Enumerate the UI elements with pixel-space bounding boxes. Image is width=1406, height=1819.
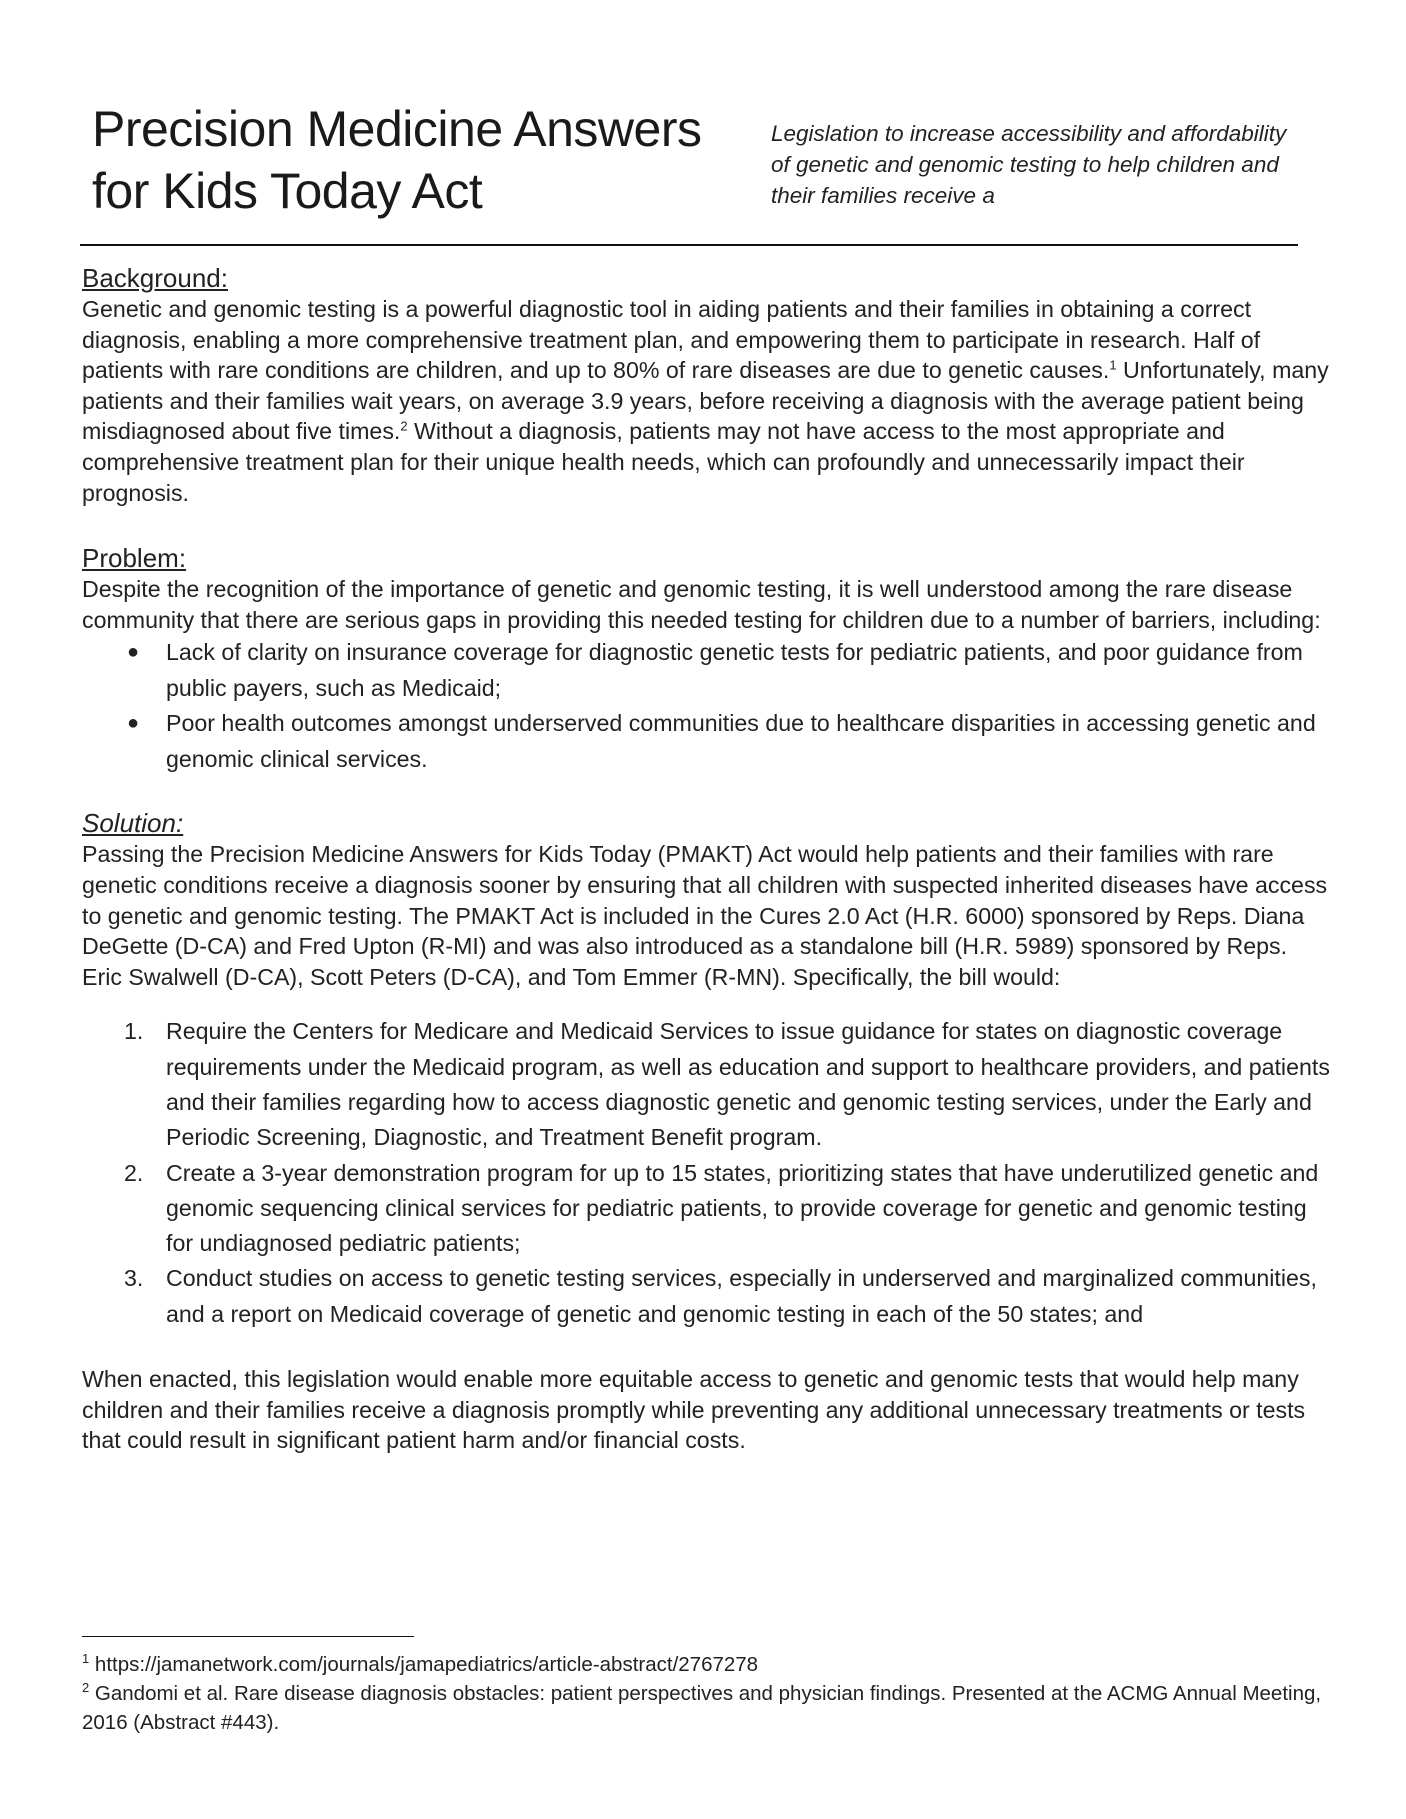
footnotes (82, 1650, 1332, 1737)
title-line-2: for Kids Today Act (92, 163, 483, 219)
background-text-b: Unfortunately, many patients and their families wait years, on average 3.9 years, before receiving a diagnosis with the average patient being misdiagnosed about five times. (82, 357, 1329, 445)
list-item (82, 1014, 1332, 1155)
header-divider (80, 244, 1298, 246)
solution-numbered-list (82, 1014, 1332, 1332)
bullet-icon: ● (127, 712, 140, 735)
list-item (82, 1261, 1332, 1332)
bullet-icon: ● (127, 641, 140, 664)
footnote-text: Gandomi et al. Rare disease diagnosis obstacles: patient perspectives and physician findings. Presented at the ACMG Annual Meeting, 2016 (Abstract #443). (82, 1682, 1322, 1734)
list-number: 3. (124, 1265, 144, 1292)
list-number: 2. (124, 1159, 144, 1186)
background-section (82, 262, 1332, 508)
list-item-text: Require the Centers for Medicare and Medicaid Services to issue guidance for states on diagnostic coverage requirements under the Medicaid program, as well as education and support to healthcare providers, and patients and their families regarding how to access diagnostic genetic and genomic testing services, under the Early and Periodic Screening, Diagnostic, and Treatment Benefit program. (166, 1018, 1330, 1151)
problem-bullet-list (82, 635, 1332, 777)
footnote-divider (82, 1636, 414, 1637)
background-heading: Background: (82, 263, 228, 293)
spacer (82, 1332, 1332, 1364)
bullet-text: Lack of clarity on insurance coverage for diagnostic genetic tests for pediatric patients, and poor guidance from public payers, such as Medicaid; (166, 639, 1303, 701)
list-item-text: Create a 3-year demonstration program for up to 15 states, prioritizing states that have underutilized genetic and genomic sequencing clinical services for pediatric patients, to provide coverage for genetic and genomic testing for undiagnosed pediatric patients; (166, 1159, 1319, 1257)
document-body (82, 262, 1332, 1456)
problem-section (82, 542, 1332, 777)
background-text-a: Genetic and genomic testing is a powerful diagnostic tool in aiding patients and their families in obtaining a correct diagnosis, enabling a more comprehensive treatment plan, and empowering them to participate in research. Half of patients with rare conditions are children, and up to 80% of rare diseases are due to genetic causes. (82, 296, 1261, 384)
list-item (82, 635, 1332, 706)
footnote-2 (82, 1679, 1332, 1737)
list-number: 1. (124, 1018, 144, 1045)
spacer (82, 508, 1332, 542)
footnote-ref-1: 1 (1109, 357, 1117, 373)
problem-intro: Despite the recognition of the importance of genetic and genomic testing, it is well understood among the rare disease community that there are serious gaps in providing this needed testing for children due to a number of barriers, including: (82, 576, 1321, 633)
bullet-text: Poor health outcomes amongst underserved communities due to healthcare disparities in accessing genetic and genomic clinical services. (166, 710, 1316, 772)
footnote-mark: 2 (82, 1680, 90, 1696)
footnote-ref-2: 2 (400, 418, 408, 434)
list-item (82, 706, 1332, 777)
spacer (82, 777, 1332, 807)
closing-paragraph: When enacted, this legislation would enable more equitable access to genetic and genomic tests that would help many children and their families receive a diagnosis promptly while preventing any additional unnecessary treatments or tests that could result in significant patient harm and/or financial costs. (82, 1365, 1306, 1454)
background-text-c: Without a diagnosis, patients may not have access to the most appropriate and comprehensive treatment plan for their unique health needs, which can profoundly and unnecessarily impact their prognosis. (82, 418, 1245, 506)
spacer (82, 992, 1332, 1014)
solution-intro: Passing the Precision Medicine Answers for Kids Today (PMAKT) Act would help patients and their families with rare genetic conditions receive a diagnosis sooner by ensuring that all children with suspected inherited diseases have access to genetic and genomic testing. The PMAKT Act is included in the Cures 2.0 Act (H.R. 6000) sponsored by Reps. Diana DeGette (D-CA) and Fred Upton (R-MI) and was also introduced as a standalone bill (H.R. 5989) sponsored by Reps. Eric Swalwell (D-CA), Scott Peters (D-CA), and Tom Emmer (R-MN). Specifically, the bill would: (82, 841, 1328, 990)
footnote-mark: 1 (82, 1651, 90, 1667)
solution-heading: Solution: (82, 808, 184, 839)
title-line-1: Precision Medicine Answers (92, 101, 702, 157)
list-item-text: Conduct studies on access to genetic testing services, especially in underserved and marginalized communities, and a report on Medicaid coverage of genetic and genomic testing in each of the 50 states; and (166, 1265, 1317, 1327)
document-subtitle: Legislation to increase accessibility and affordability of genetic and genomic testing to help children and their families receive a (771, 121, 1287, 208)
solution-section (82, 807, 1332, 1455)
problem-heading: Problem: (82, 543, 187, 574)
footnote-link[interactable]: https://jamanetwork.com/journals/jamapediatrics/article-abstract/2767278 (89, 1653, 759, 1676)
footnote-1 (82, 1650, 1332, 1679)
document-title (92, 98, 732, 222)
list-item (82, 1156, 1332, 1262)
background-paragraph (82, 294, 1332, 508)
